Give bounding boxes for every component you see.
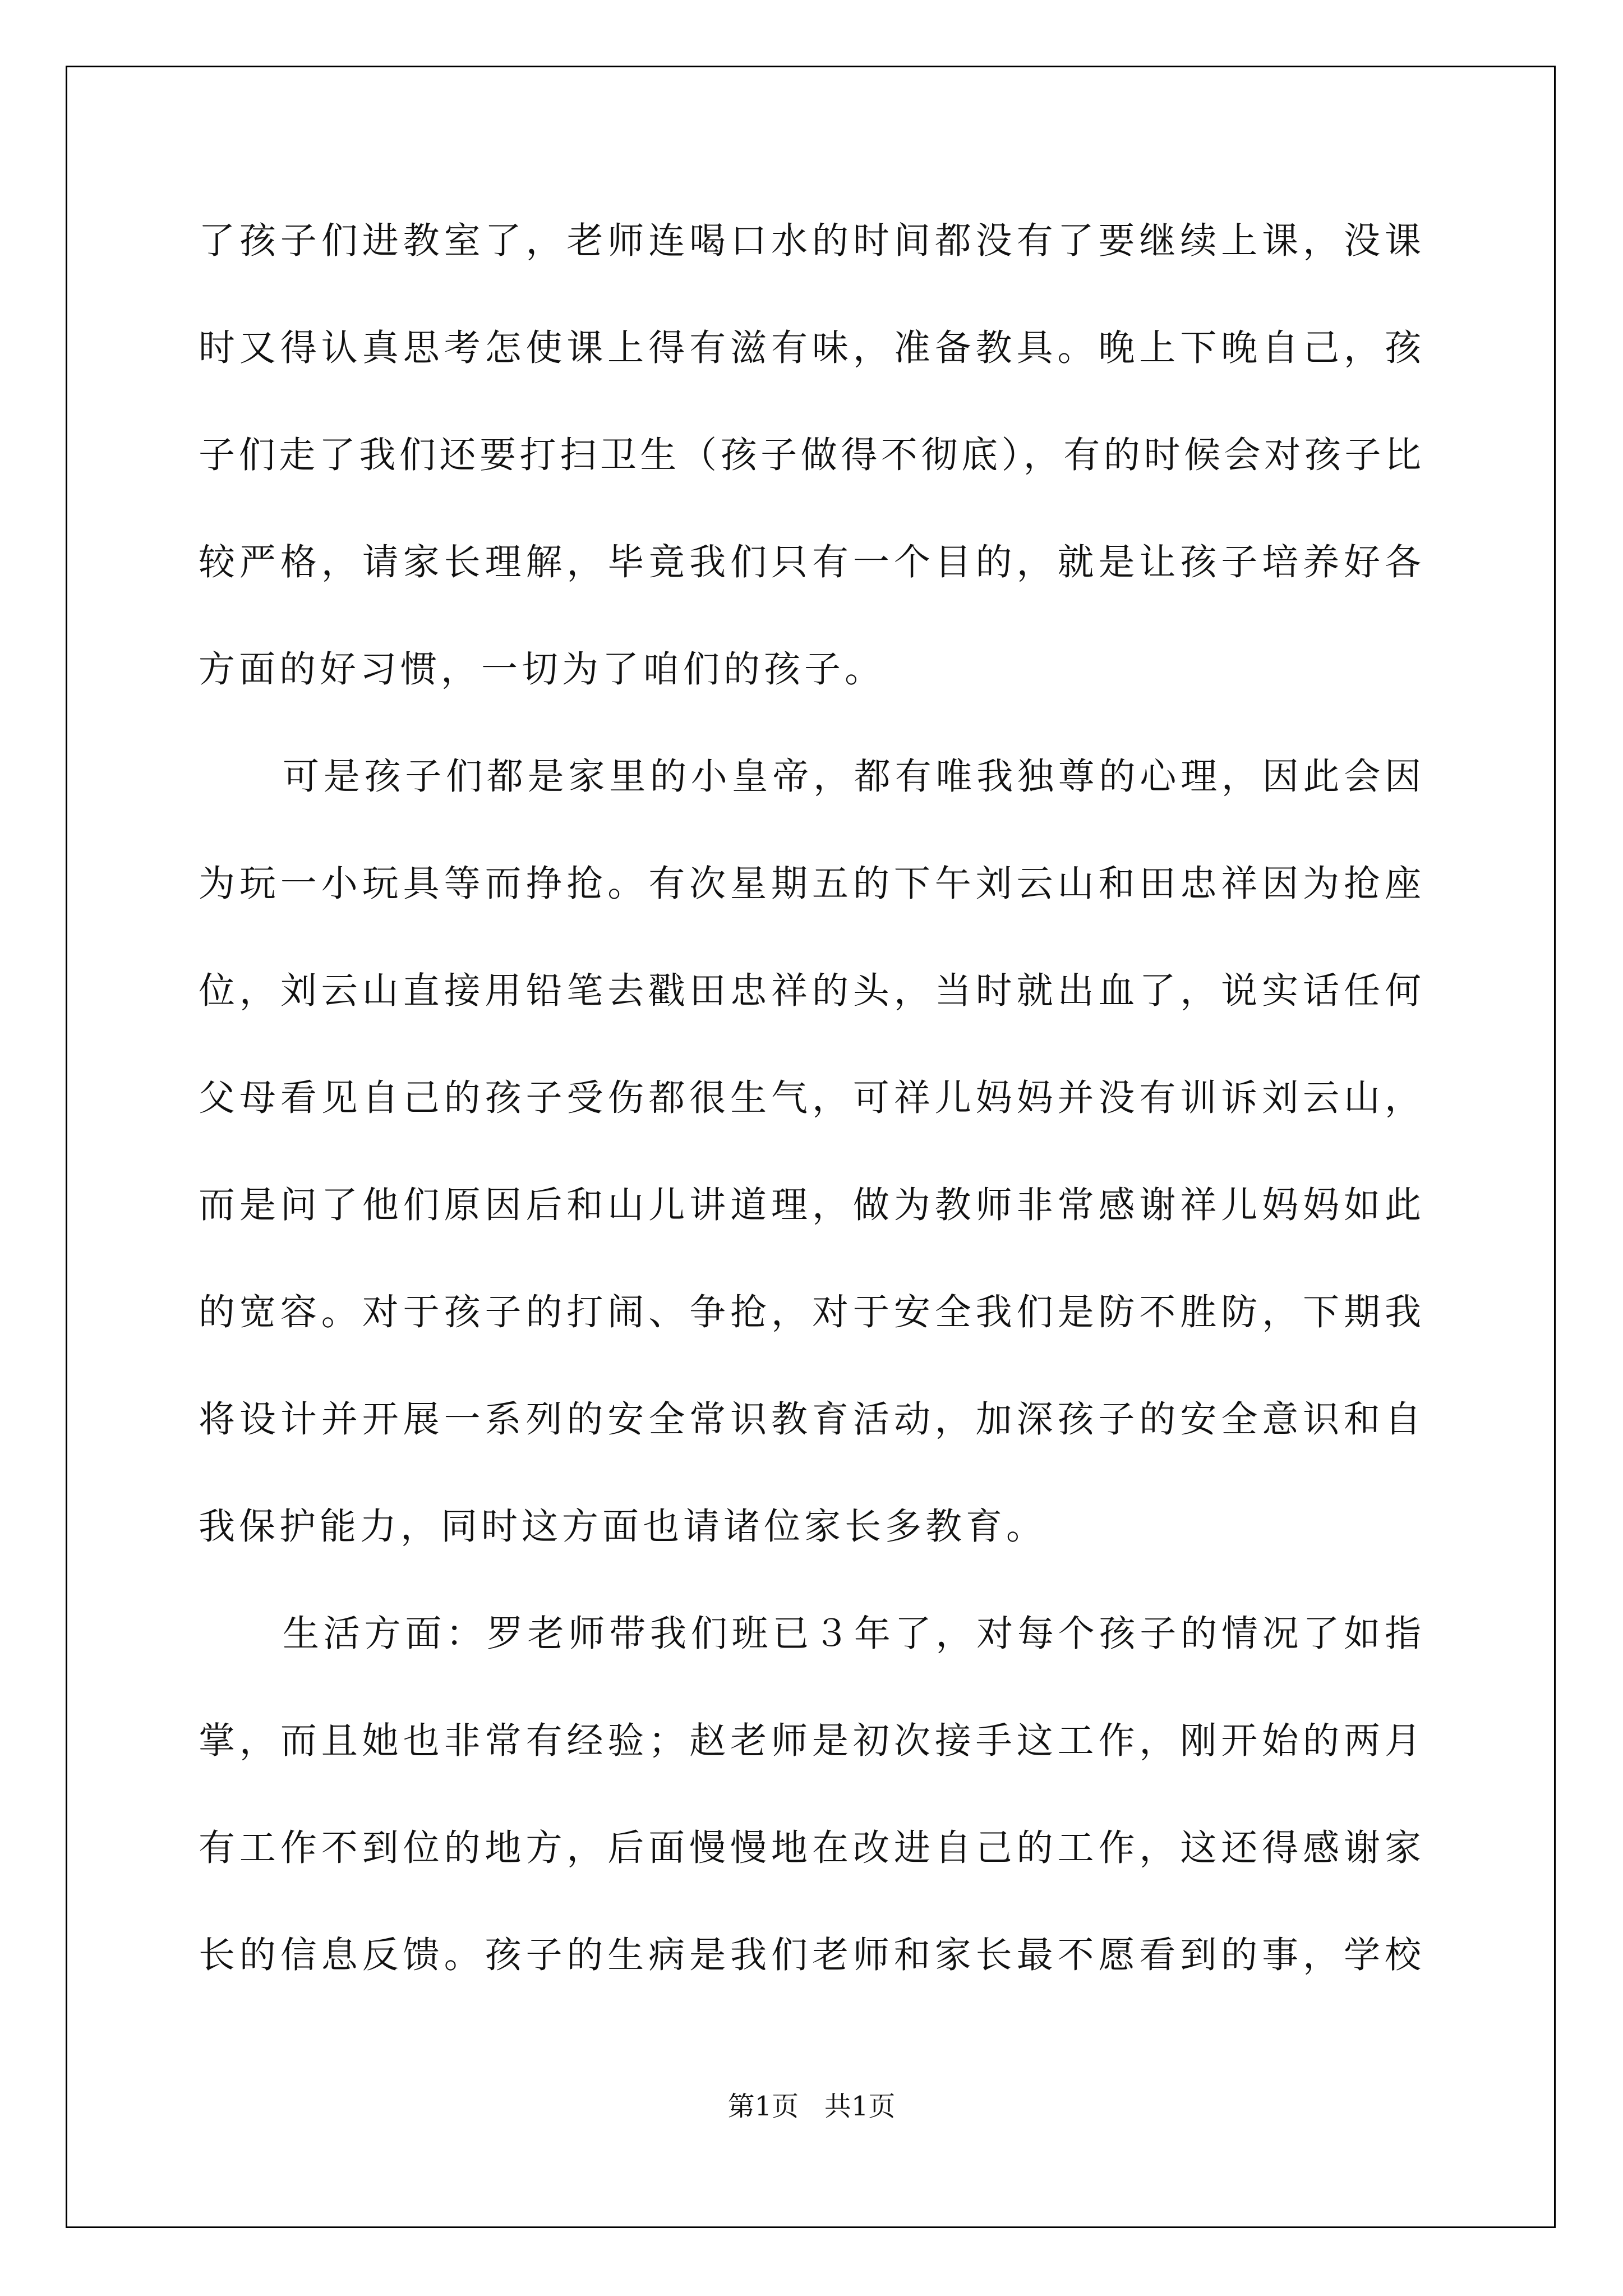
text-line: 了孩子们进教室了，老师连喝口水的时间都没有了要继续上课，没课 — [199, 220, 1421, 262]
text-line: 的宽容。对于孩子的打闹、争抢，对于安全我们是防不胜防，下期我 — [199, 1291, 1421, 1333]
paragraph-first-line: 生活方面：罗老师带我们班已３年了，对每个孩子的情况了如指 — [283, 1613, 1421, 1655]
text-line: 方面的好习惯，一切为了咱们的孩子。 — [199, 648, 886, 691]
text-line: 位，刘云山直接用铅笔去戳田忠祥的头，当时就出血了，说实话任何 — [199, 970, 1421, 1012]
text-line: 父母看见自己的孩子受伤都很生气，可祥儿妈妈并没有训诉刘云山， — [199, 1077, 1421, 1119]
document-body — [199, 208, 1421, 2029]
page-total: 共1页 — [824, 2091, 896, 2122]
page-footer — [0, 2090, 1623, 2123]
text-line: 为玩一小玩具等而挣抢。有次星期五的下午刘云山和田忠祥因为抢座 — [199, 863, 1421, 905]
text-line: 掌，而且她也非常有经验；赵老师是初次接手这工作，刚开始的两月 — [199, 1720, 1421, 1762]
paragraph-first-line: 可是孩子们都是家里的小皇帝，都有唯我独尊的心理，因此会因 — [283, 756, 1421, 798]
text-line: 长的信息反馈。孩子的生病是我们老师和家长最不愿看到的事，学校 — [199, 1934, 1421, 1976]
text-line: 较严格，请家长理解，毕竟我们只有一个目的，就是让孩子培养好各 — [199, 541, 1421, 583]
text-line: 我保护能力，同时这方面也请诸位家长多教育。 — [199, 1506, 1047, 1548]
text-line: 将设计并开展一系列的安全常识教育活动，加深孩子的安全意识和自 — [199, 1398, 1421, 1441]
page-number: 第1页 — [727, 2091, 799, 2122]
text-line: 时又得认真思考怎使课上得有滋有味，准备教具。晚上下晚自己，孩 — [199, 327, 1421, 369]
text-line: 而是问了他们原因后和山儿讲道理，做为教师非常感谢祥儿妈妈如此 — [199, 1184, 1421, 1226]
text-line: 子们走了我们还要打扫卫生（孩子做得不彻底），有的时候会对孩子比 — [199, 434, 1421, 476]
text-line: 有工作不到位的地方，后面慢慢地在改进自己的工作，这还得感谢家 — [199, 1827, 1421, 1869]
